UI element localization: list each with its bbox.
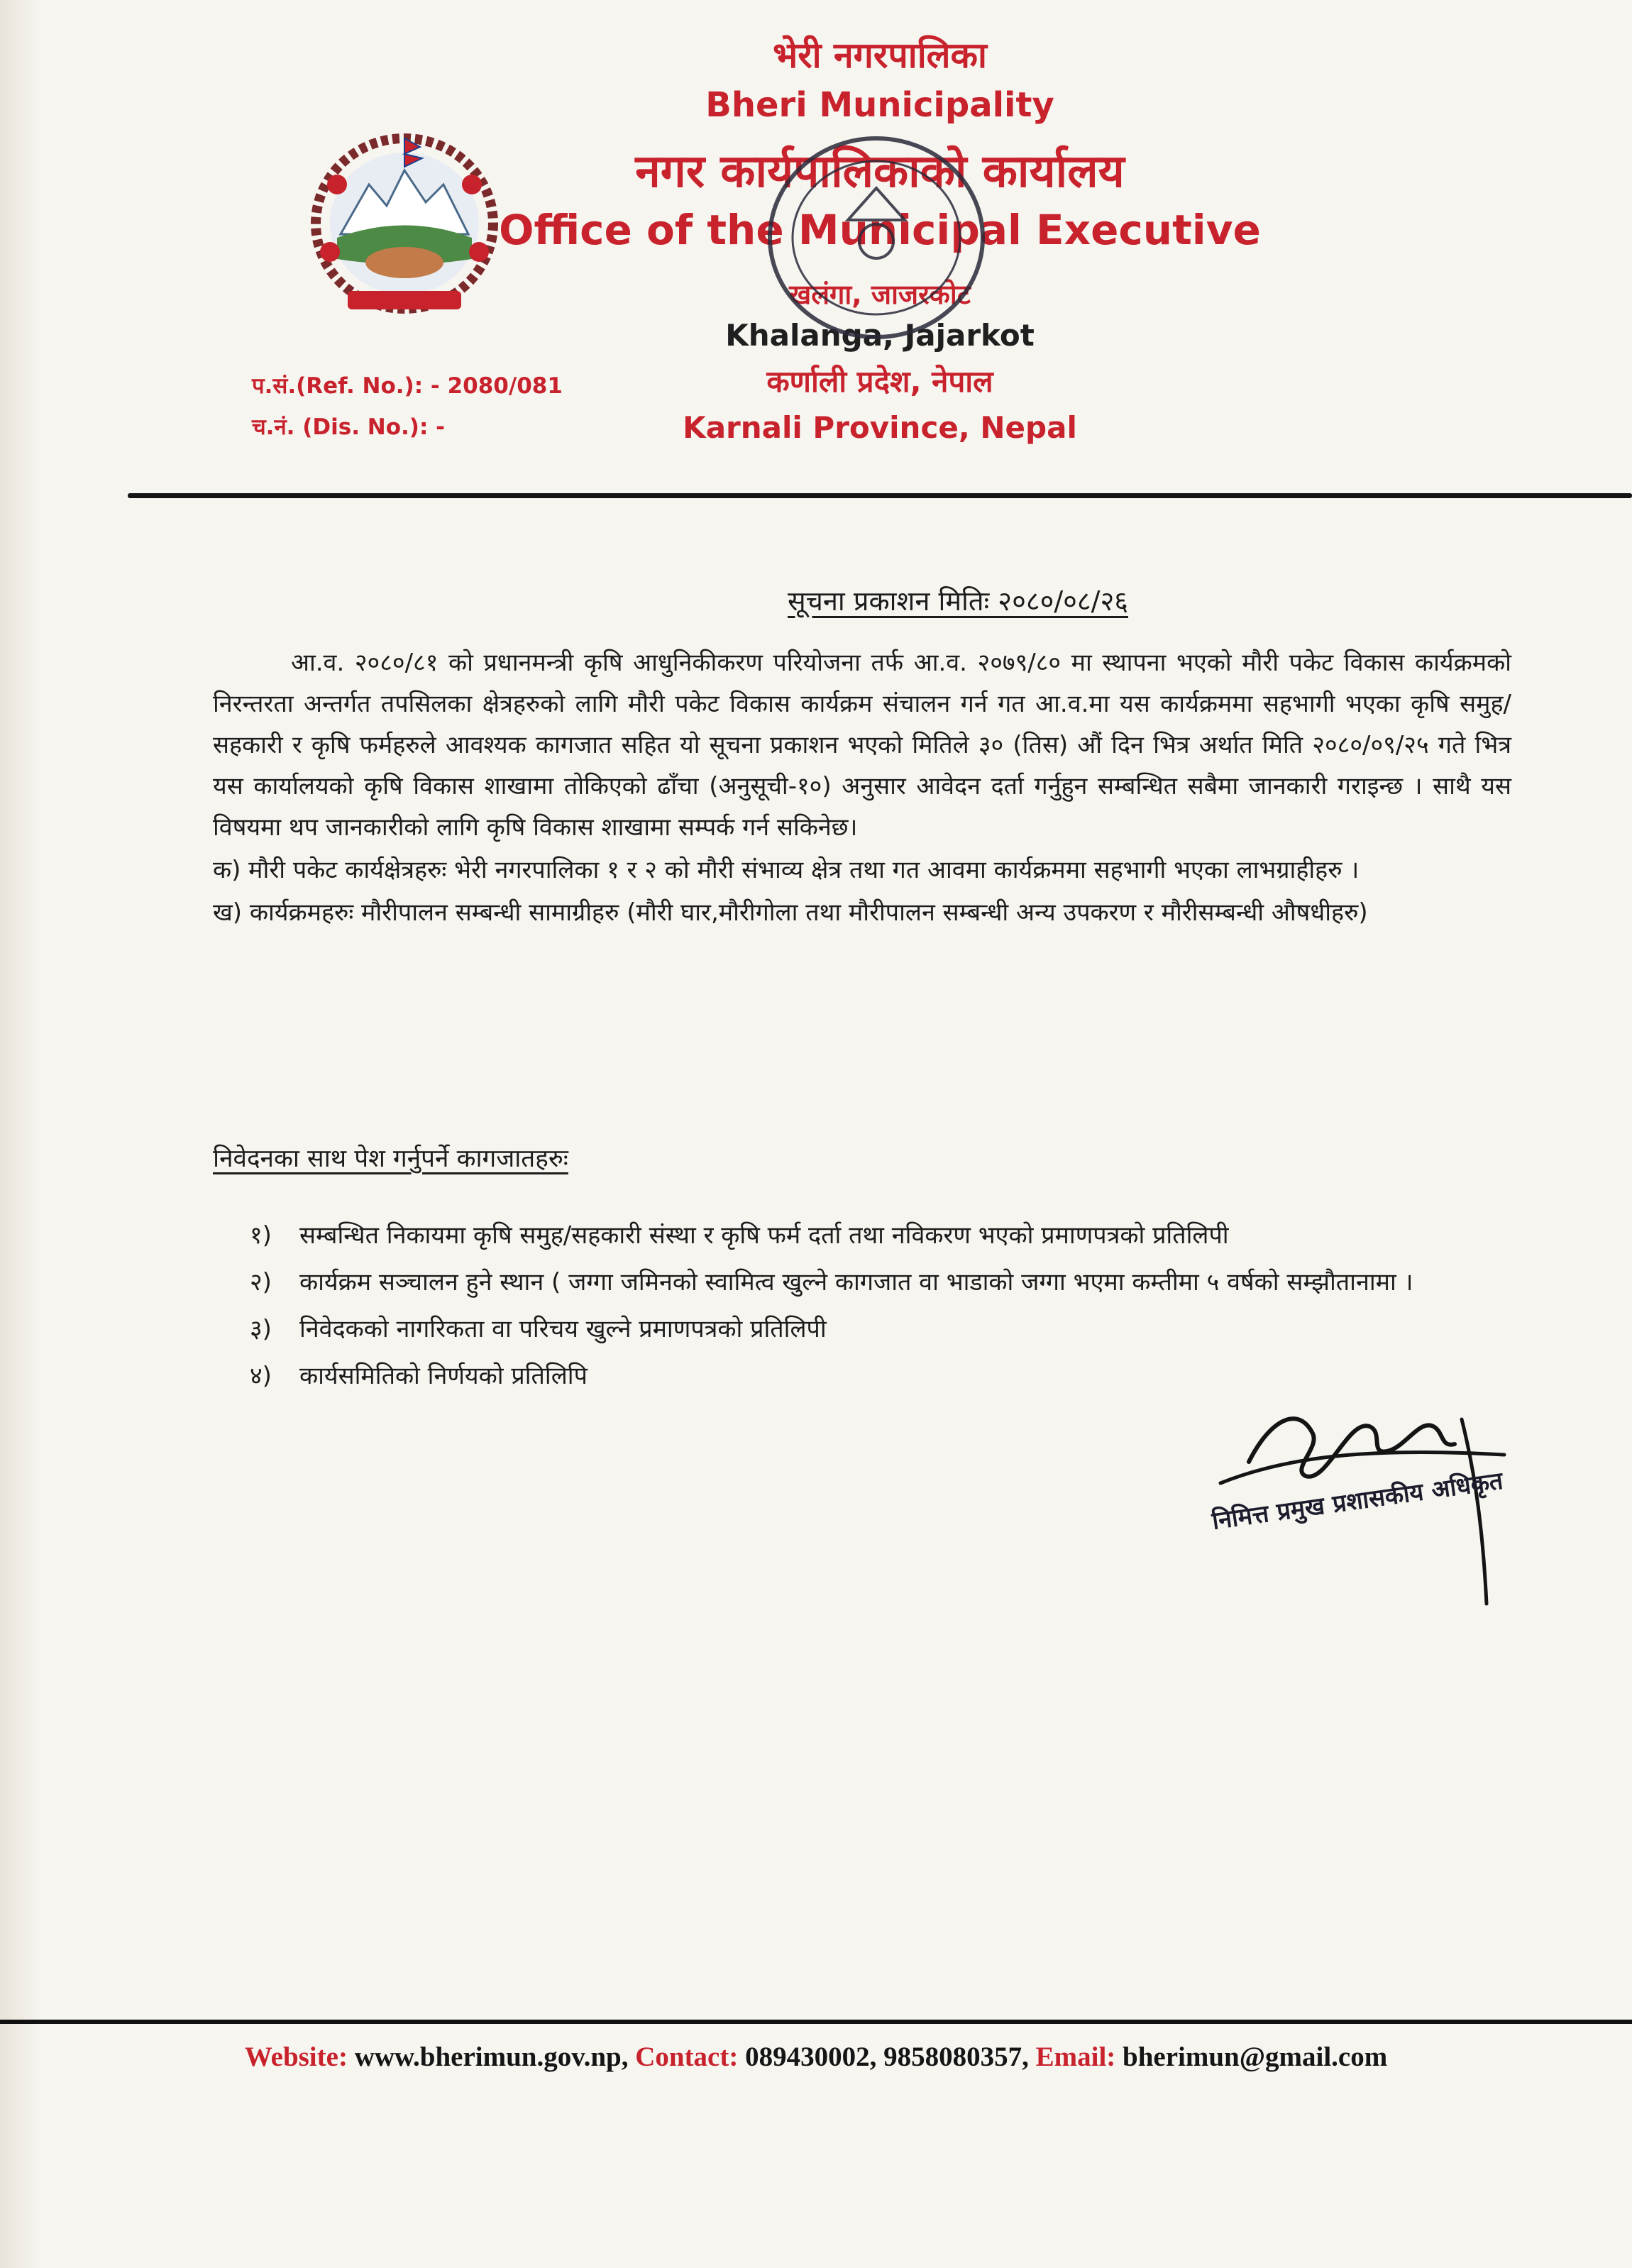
header-municipality-nepali: भेरी नगरपालिका <box>773 35 987 76</box>
paper-edge-shadow <box>0 0 43 2268</box>
reference-number-label: प.सं.(Ref. No.): - <box>252 373 440 399</box>
dispatch-number-label: च.नं. (Dis. No.): - <box>252 414 446 440</box>
required-documents-list <box>250 1213 1513 1401</box>
header-office-english: Office of the Municipal Executive <box>499 206 1261 254</box>
list-item-text: निवेदकको नागरिकता वा परिचय खुल्ने प्रमाणपत्रको प्रतिलिपी <box>299 1315 827 1343</box>
website-link[interactable]: www.bherimun.gov.np, <box>354 2042 629 2072</box>
email-link[interactable]: bherimun@gmail.com <box>1123 2042 1388 2072</box>
list-item-number: १) <box>250 1221 272 1250</box>
website-label: Website: <box>244 2042 348 2072</box>
footer-divider <box>0 2020 1632 2024</box>
list-item <box>250 1307 1513 1351</box>
list-item-number: २) <box>250 1268 272 1297</box>
list-item-text: कार्यक्रम सञ्चालन हुने स्थान ( जग्गा जमिनको स्वामित्व खुल्ने कागजात वा भाडाको जग्गा भएमा कम्तीमा ५ वर्षको सम्झौतानामा । <box>299 1268 1413 1297</box>
email-label: Email: <box>1035 2042 1116 2072</box>
officer-signature <box>1206 1377 1518 1618</box>
reference-number-value: 2080/081 <box>447 373 563 399</box>
notice-body <box>213 642 1511 933</box>
reference-number <box>252 370 563 400</box>
list-item-number: ३) <box>250 1315 272 1343</box>
header-divider <box>128 493 1632 498</box>
signature-designation: निमित्त प्रमुख प्रशासकीय अधिकृत <box>1210 1466 1505 1536</box>
notice-item-ka: क) मौरी पकेट कार्यक्षेत्रहरुः भेरी नगरपालिका १ र २ को मौरी संभाव्य क्षेत्र तथा गत आवमा कार्यक्रममा सहभागी भएका लाभग्राहीहरु । <box>213 856 1360 884</box>
header-province-nepali: कर्णाली प्रदेश, नेपाल <box>766 364 993 399</box>
footer-contact <box>0 2041 1632 2073</box>
contact-numbers: 089430002, 9858080357, <box>745 2042 1029 2072</box>
notice-item-kha: ख) कार्यक्रमहरुः मौरीपालन सम्बन्धी सामाग्रीहरु (मौरी घार,मौरीगोला तथा मौरीपालन सम्बन्धी अन्य उपकरण र मौरीसम्बन्धी औषधीहरु) <box>213 898 1368 927</box>
publication-date: सूचना प्रकाशन मितिः २०८०/०८/२६ <box>788 585 1128 617</box>
list-item <box>250 1260 1513 1304</box>
office-seal-stamp <box>741 121 1011 355</box>
dispatch-number <box>252 412 445 441</box>
list-item-text: सम्बन्धित निकायमा कृषि समुह/सहकारी संस्था र कृषि फर्म दर्ता तथा नविकरण भएको प्रमाणपत्रको प्रतिलिपी <box>299 1221 1229 1250</box>
header-office-nepali: नगर कार्यपालिकाको कार्यालय <box>635 145 1125 198</box>
list-item-text: कार्यसमितिको निर्णयको प्रतिलिपि <box>299 1362 588 1390</box>
header-municipality-english: Bheri Municipality <box>705 85 1054 125</box>
header-place-nepali: खलंगा, जाजरकोट <box>789 279 971 310</box>
notice-paragraph: आ.व. २०८०/८१ को प्रधानमन्त्री कृषि आधुनिकीकरण परियोजना तर्फ आ.व. २०७९/८० मा स्थापना भएको मौरी पकेट विकास कार्यक्रमको निरन्तरता अन्तर्गत तपसिलका क्षेत्रहरुको लागि मौरी पकेट विकास कार्यक्रम संचालन गर्न गत आ.व.मा यस कार्यक्रममा सहभागी भएका कृषि समुह/सहकारी र कृषि फर्महरुले आवश्यक कागजात सहित यो सूचना प्रकाशन भएको मितिले ३० (तिस) औं दिन भित्र अर्थात मिति २०८०/०९/२५ गते भित्र यस कार्यालयको कृषि विकास शाखामा तोकिएको ढाँचा (अनुसूची-१०) अनुसार आवेदन दर्ता गर्नुहुन सम्बन्धित सबैमा जानकारी गराइन्छ । साथै यस विषयमा थप जानकारीको लागि कृषि विकास शाखामा सम्पर्क गर्न सकिनेछ। <box>213 649 1511 842</box>
contact-label: Contact: <box>635 2042 739 2072</box>
list-item-number: ४) <box>250 1362 272 1390</box>
header-place-english: Khalanga, Jajarkot <box>725 318 1035 353</box>
required-documents-title: निवेदनका साथ पेश गर्नुपर्ने कागजातहरुः <box>213 1145 568 1173</box>
header-province-english: Karnali Province, Nepal <box>683 410 1077 445</box>
list-item <box>250 1213 1513 1257</box>
